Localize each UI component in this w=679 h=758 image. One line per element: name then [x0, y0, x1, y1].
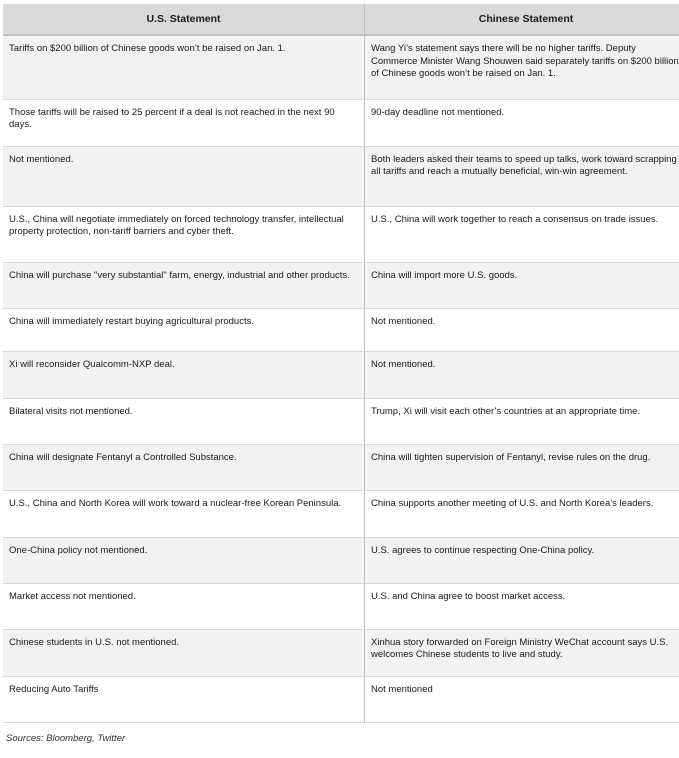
us-statement-cell: Reducing Auto Tariffs — [3, 676, 365, 722]
table-row — [3, 490, 679, 537]
table-row — [3, 629, 679, 676]
table-row — [3, 583, 679, 629]
us-statement-cell: Market access not mentioned. — [3, 583, 365, 629]
table-row — [3, 676, 679, 722]
table-header-row — [3, 4, 679, 35]
table-row — [3, 444, 679, 490]
us-statement-cell: Chinese students in U.S. not mentioned. — [3, 629, 365, 676]
chinese-statement-cell: Wang Yi’s statement says there will be no higher tariffs. Deputy Commerce Minister Wang Shouwen said separately tariffs on $200 billion of Chinese goods won’t be raised on Jan. 1. — [365, 35, 679, 99]
us-statement-cell: Not mentioned. — [3, 146, 365, 206]
us-statement-cell: U.S., China and North Korea will work toward a nuclear-free Korean Peninsula. — [3, 490, 365, 537]
table-row — [3, 146, 679, 206]
comparison-table-container — [3, 4, 679, 723]
chinese-statement-cell: China will tighten supervision of Fentanyl, revise rules on the drug. — [365, 444, 679, 490]
chinese-statement-cell: U.S., China will work together to reach a consensus on trade issues. — [365, 206, 679, 262]
us-statement-cell: U.S., China will negotiate immediately on forced technology transfer, intellectual property protection, non-tariff barriers and cyber theft. — [3, 206, 365, 262]
table-body — [3, 35, 679, 722]
chinese-statement-cell: U.S. and China agree to boost market access. — [365, 583, 679, 629]
us-statement-cell: Tariffs on $200 billion of Chinese goods won’t be raised on Jan. 1. — [3, 35, 365, 99]
table-row — [3, 351, 679, 398]
chinese-statement-cell: Trump, Xi will visit each other’s countries at an appropriate time. — [365, 398, 679, 444]
table-row — [3, 262, 679, 308]
table-row — [3, 99, 679, 146]
table-row — [3, 35, 679, 99]
us-statement-cell: Those tariffs will be raised to 25 percent if a deal is not reached in the next 90 days. — [3, 99, 365, 146]
chinese-statement-cell: China supports another meeting of U.S. and North Korea’s leaders. — [365, 490, 679, 537]
sources-note: Sources: Bloomberg, Twitter — [6, 733, 126, 744]
chinese-statement-cell: Xinhua story forwarded on Foreign Ministry WeChat account says U.S. welcomes Chinese students to live and study. — [365, 629, 679, 676]
table-row — [3, 398, 679, 444]
chinese-statement-cell: Both leaders asked their teams to speed up talks, work toward scrapping all tariffs and reach a mutually beneficial, win-win agreement. — [365, 146, 679, 206]
us-statement-cell: Bilateral visits not mentioned. — [3, 398, 365, 444]
header-us-statement: U.S. Statement — [3, 4, 365, 35]
table-row — [3, 308, 679, 351]
chinese-statement-cell: China will import more U.S. goods. — [365, 262, 679, 308]
header-chinese-statement: Chinese Statement — [365, 4, 679, 35]
chinese-statement-cell: U.S. agrees to continue respecting One-China policy. — [365, 537, 679, 583]
us-statement-cell: China will immediately restart buying agricultural products. — [3, 308, 365, 351]
chinese-statement-cell: 90-day deadline not mentioned. — [365, 99, 679, 146]
us-statement-cell: China will designate Fentanyl a Controlled Substance. — [3, 444, 365, 490]
us-statement-cell: One-China policy not mentioned. — [3, 537, 365, 583]
table-row — [3, 537, 679, 583]
chinese-statement-cell: Not mentioned — [365, 676, 679, 722]
us-statement-cell: Xi will reconsider Qualcomm-NXP deal. — [3, 351, 365, 398]
us-statement-cell: China will purchase "very substantial" farm, energy, industrial and other products. — [3, 262, 365, 308]
table-row — [3, 206, 679, 262]
chinese-statement-cell: Not mentioned. — [365, 308, 679, 351]
chinese-statement-cell: Not mentioned. — [365, 351, 679, 398]
statement-comparison-table — [3, 4, 679, 723]
